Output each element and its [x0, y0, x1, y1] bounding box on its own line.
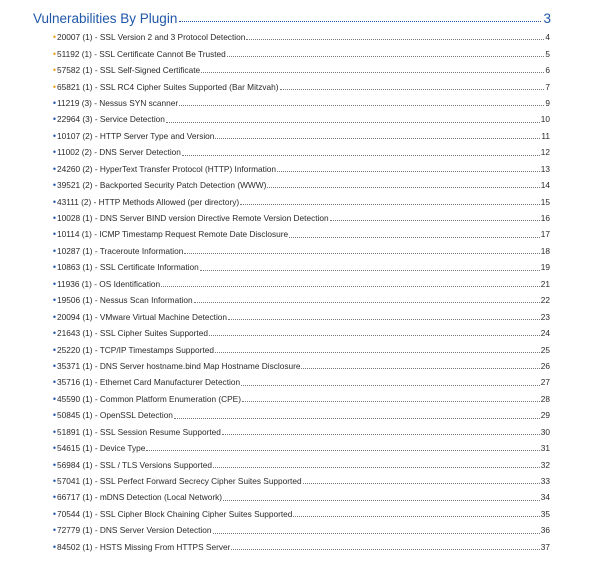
toc-entry-link[interactable] [52, 45, 550, 61]
toc-entry-label: 22964 (3) - Service Detection [57, 114, 165, 125]
toc-entry-link[interactable] [52, 29, 550, 45]
toc-heading-label: Vulnerabilities By Plugin [33, 11, 178, 26]
toc-entry-link[interactable] [52, 276, 550, 292]
toc-entry-link[interactable] [52, 226, 550, 242]
toc-entry-page: 25 [540, 344, 550, 355]
toc-entry-link[interactable] [52, 128, 550, 144]
severity-bullet-icon: • [52, 393, 57, 404]
toc-entry-page: 30 [540, 426, 550, 437]
toc-entry-link[interactable] [52, 308, 550, 324]
severity-bullet-icon: • [52, 459, 57, 470]
toc-entry-link[interactable] [52, 440, 550, 456]
severity-bullet-icon: • [52, 130, 57, 141]
toc-entry-label: 56984 (1) - SSL / TLS Versions Supported [57, 459, 212, 470]
toc-entry-page: 7 [545, 81, 550, 92]
toc-entry-link[interactable] [52, 489, 550, 505]
toc-entry-link[interactable] [52, 95, 550, 111]
toc-entry-label: 45590 (1) - Common Platform Enumeration (CPE) [57, 393, 241, 404]
dot-leader [301, 368, 539, 369]
toc-entry-link[interactable] [52, 144, 550, 160]
toc-entry-label: 57041 (1) - SSL Perfect Forward Secrecy Cipher Suites Supported [57, 476, 302, 487]
toc-entry-label: 54615 (1) - Device Type [57, 443, 146, 454]
severity-bullet-icon: • [52, 443, 57, 454]
toc-entry-page: 15 [540, 196, 550, 207]
severity-bullet-icon: • [52, 328, 57, 339]
toc-entry-page: 6 [545, 65, 550, 76]
toc-entry-link[interactable] [52, 210, 550, 226]
dot-leader [228, 319, 540, 320]
dot-leader [240, 204, 540, 205]
toc-entry-link[interactable] [52, 325, 550, 341]
toc-entry-label: 10863 (1) - SSL Certificate Information [57, 262, 199, 273]
severity-bullet-icon: • [52, 262, 57, 273]
toc-entry-label: 10107 (2) - HTTP Server Type and Version [57, 130, 215, 141]
dot-leader [194, 302, 540, 303]
dot-leader [215, 352, 540, 353]
toc-entry-label: 24260 (2) - HyperText Transfer Protocol (HTTP) Information [57, 163, 277, 174]
toc-entry-label: 35716 (1) - Ethernet Card Manufacturer Detection [57, 377, 241, 388]
toc-entry-label: 39521 (2) - Backported Security Patch Detection (WWW) [57, 180, 267, 191]
toc-entry-page: 11 [541, 130, 550, 141]
toc-entry-page: 5 [545, 48, 550, 59]
dot-leader [166, 122, 540, 123]
severity-bullet-icon: • [52, 81, 57, 92]
dot-leader [267, 187, 539, 188]
toc-entry-page: 9 [545, 97, 550, 108]
toc-entry-label: 66717 (1) - mDNS Detection (Local Network) [57, 492, 223, 503]
toc-entry-page: 29 [540, 410, 550, 421]
dot-leader [280, 89, 545, 90]
severity-bullet-icon: • [52, 476, 57, 487]
toc-entry-label: 11002 (2) - DNS Server Detection [57, 147, 181, 158]
severity-bullet-icon: • [52, 377, 57, 388]
toc-entry-page: 33 [540, 476, 550, 487]
toc-entry-page: 37 [540, 541, 550, 552]
toc-entry-label: 20007 (1) - SSL Version 2 and 3 Protocol Detection [57, 32, 246, 43]
severity-bullet-icon: • [52, 410, 57, 421]
dot-leader [215, 138, 540, 139]
toc-entry-label: 51891 (1) - SSL Session Resume Supported [57, 426, 221, 437]
severity-bullet-icon: • [52, 196, 57, 207]
dot-leader [209, 335, 540, 336]
dot-leader [293, 516, 539, 517]
toc-entry-page: 12 [540, 147, 550, 158]
severity-bullet-icon: • [52, 426, 57, 437]
toc-entry-link[interactable] [52, 374, 550, 390]
dot-leader [222, 434, 540, 435]
dot-leader [223, 500, 540, 501]
toc-entry-label: 10114 (1) - ICMP Timestamp Request Remote Date Disclosure [57, 229, 289, 240]
severity-bullet-icon: • [52, 48, 57, 59]
severity-bullet-icon: • [52, 114, 57, 125]
severity-bullet-icon: • [52, 295, 57, 306]
toc-entry-page: 34 [540, 492, 550, 503]
toc-entry-label: 20094 (1) - VMware Virtual Machine Detection [57, 311, 228, 322]
severity-bullet-icon: • [52, 344, 57, 355]
toc-entry-link[interactable] [52, 78, 550, 94]
toc-entry-page: 26 [540, 360, 550, 371]
dot-leader [277, 171, 540, 172]
severity-bullet-icon: • [52, 213, 57, 224]
toc-entry-page: 10 [540, 114, 550, 125]
severity-bullet-icon: • [52, 360, 57, 371]
toc-entry-label: 25220 (1) - TCP/IP Timestamps Supported [57, 344, 214, 355]
dot-leader [174, 418, 540, 419]
toc-entry-page: 17 [540, 229, 550, 240]
toc-entry-page: 14 [540, 180, 550, 191]
toc-entry-page: 24 [540, 328, 550, 339]
dot-leader [231, 549, 539, 550]
dot-leader [161, 286, 540, 287]
severity-bullet-icon: • [52, 541, 57, 552]
toc-entry-label: 43111 (2) - HTTP Methods Allowed (per directory) [57, 196, 240, 207]
toc-entry-link[interactable] [52, 62, 550, 78]
toc-entry-page: 22 [540, 295, 550, 306]
severity-bullet-icon: • [52, 65, 57, 76]
severity-bullet-icon: • [52, 229, 57, 240]
toc-entry-label: 51192 (1) - SSL Certificate Cannot Be Trusted [57, 48, 226, 59]
toc-entry-page: 35 [540, 508, 550, 519]
toc-entry-page: 31 [540, 443, 550, 454]
dot-leader [213, 467, 540, 468]
dot-leader [184, 253, 539, 254]
toc-entry-link[interactable] [52, 243, 550, 259]
toc-heading-link[interactable] [33, 6, 551, 26]
severity-bullet-icon: • [52, 245, 57, 256]
toc-entry-page: 13 [540, 163, 550, 174]
toc-entry-link[interactable] [52, 539, 550, 555]
dot-leader [200, 270, 540, 271]
toc-entry-label: 57582 (1) - SSL Self-Signed Certificate [57, 65, 201, 76]
toc-entry-link[interactable] [52, 391, 550, 407]
toc-entry-label: 84502 (1) - HSTS Missing From HTTPS Server [57, 541, 231, 552]
toc-entry-label: 21643 (1) - SSL Cipher Suites Supported [57, 328, 208, 339]
severity-bullet-icon: • [52, 508, 57, 519]
toc-entry-label: 72779 (1) - DNS Server Version Detection [57, 525, 212, 536]
toc-entry-link[interactable] [52, 177, 550, 193]
toc-entry-page: 36 [540, 525, 550, 536]
severity-bullet-icon: • [52, 492, 57, 503]
toc-entry-list [52, 29, 550, 555]
toc-entry-label: 35371 (1) - DNS Server hostname.bind Map Hostname Disclosure [57, 360, 301, 371]
dot-leader [146, 450, 539, 451]
dot-leader [241, 385, 540, 386]
toc-entry-link[interactable] [52, 358, 550, 374]
dot-leader [201, 72, 544, 73]
toc-entry-page: 32 [540, 459, 550, 470]
toc-entry-link[interactable] [52, 161, 550, 177]
toc-entry-label: 10287 (1) - Traceroute Information [57, 245, 184, 256]
dot-leader [179, 105, 544, 106]
toc-entry-page: 19 [540, 262, 550, 273]
toc-entry-label: 11936 (1) - OS Identification [57, 278, 161, 289]
severity-bullet-icon: • [52, 97, 57, 108]
dot-leader [182, 155, 540, 156]
severity-bullet-icon: • [52, 180, 57, 191]
toc-entry-link[interactable] [52, 473, 550, 489]
dot-leader [213, 533, 540, 534]
toc-entry-label: 10028 (1) - DNS Server BIND version Directive Remote Version Detection [57, 213, 329, 224]
toc-entry-link[interactable] [52, 259, 550, 275]
toc-entry-page: 18 [540, 245, 550, 256]
toc-entry-page: 21 [540, 278, 550, 289]
toc-entry-link[interactable] [52, 292, 550, 308]
toc-entry-page: 16 [540, 213, 550, 224]
dot-leader [242, 401, 540, 402]
toc-entry-label: 11219 (3) - Nessus SYN scanner [57, 97, 179, 108]
toc-entry-link[interactable] [52, 456, 550, 472]
toc-entry-link[interactable] [52, 193, 550, 209]
toc-entry-page: 4 [545, 32, 550, 43]
toc-entry-link[interactable] [52, 111, 550, 127]
toc-entry-link[interactable] [52, 341, 550, 357]
dot-leader [330, 220, 540, 221]
toc-entry-link[interactable] [52, 506, 550, 522]
toc-entry-label: 65821 (1) - SSL RC4 Cipher Suites Supported (Bar Mitzvah) [57, 81, 279, 92]
toc-entry-label: 50845 (1) - OpenSSL Detection [57, 410, 173, 421]
severity-bullet-icon: • [52, 525, 57, 536]
severity-bullet-icon: • [52, 163, 57, 174]
toc-entry-link[interactable] [52, 407, 550, 423]
severity-bullet-icon: • [52, 311, 57, 322]
dot-leader [227, 56, 545, 57]
severity-bullet-icon: • [52, 32, 57, 43]
toc-entry-link[interactable] [52, 522, 550, 538]
toc-entry-link[interactable] [52, 424, 550, 440]
dot-leader [303, 483, 540, 484]
severity-bullet-icon: • [52, 147, 57, 158]
toc-entry-page: 23 [540, 311, 550, 322]
dot-leader [246, 39, 544, 40]
dot-leader [179, 21, 541, 22]
toc-entry-page: 27 [540, 377, 550, 388]
dot-leader [289, 237, 540, 238]
toc-entry-page: 28 [540, 393, 550, 404]
toc-entry-label: 70544 (1) - SSL Cipher Block Chaining Cipher Suites Supported [57, 508, 293, 519]
severity-bullet-icon: • [52, 278, 57, 289]
toc-heading-page: 3 [543, 11, 551, 26]
toc-entry-label: 19506 (1) - Nessus Scan Information [57, 295, 193, 306]
